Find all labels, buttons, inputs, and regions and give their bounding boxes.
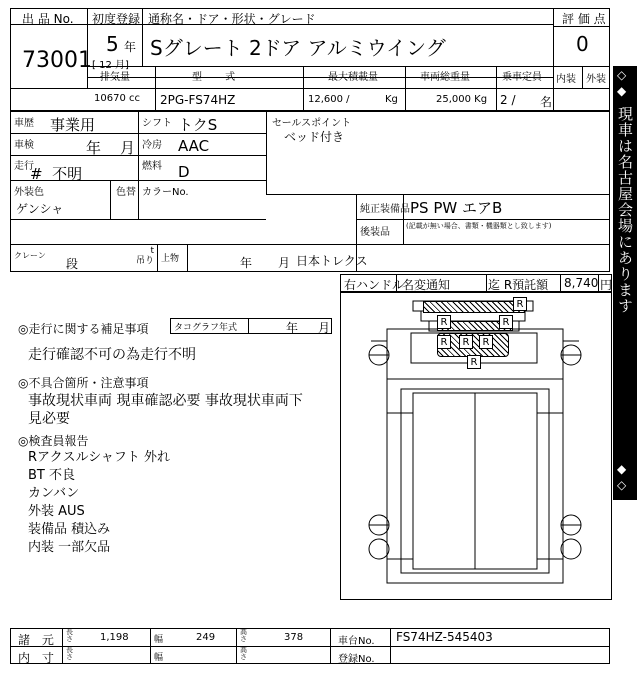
name-change-label: 名変通知: [402, 278, 451, 292]
reg-year: 5: [106, 32, 119, 56]
shift-value: トクS: [178, 116, 218, 134]
damage-hatch: [423, 301, 525, 313]
retrofit-note: (記載が無い場合、書類・機器類とし致します): [406, 222, 552, 230]
sales-value: ベッド付き: [284, 130, 345, 144]
type-value: 2PG-FS74HZ: [160, 93, 236, 107]
sales-label: セールスポイント: [272, 118, 352, 129]
run-note-text: 走行確認不可の為走行不明: [28, 347, 196, 363]
max-load-value: 12,600 /: [308, 94, 350, 105]
odo-value: 8,740: [564, 276, 599, 290]
history-label: 車歴: [14, 118, 34, 129]
tacho-label: タコグラフ年式: [174, 323, 238, 333]
inspection-year: 年: [86, 139, 102, 157]
history-value: 事業用: [50, 116, 96, 134]
length-value: 1,198: [100, 632, 129, 643]
inspector-line: BT 不良: [28, 468, 75, 483]
run-note-label: ◎走行に関する補足事項: [18, 322, 149, 336]
tacho-month: 月: [318, 321, 331, 335]
inner-width-label: 幅: [154, 653, 164, 663]
inspector-line: 外装 AUS: [28, 504, 85, 519]
tacho-year: 年: [286, 321, 299, 335]
height-value: 378: [284, 632, 304, 643]
fuel-label: 燃料: [142, 161, 162, 172]
equip-value: PS PW エアB: [410, 199, 503, 217]
damage-mark: R: [437, 335, 451, 349]
type-label: 型 式: [192, 72, 236, 83]
inspector-label: ◎検査員報告: [18, 434, 89, 448]
mileage-value: # 不明: [30, 165, 83, 183]
inspector-line: 装備品 積込み: [28, 522, 111, 537]
displacement-label: 排気量: [100, 72, 130, 83]
max-load-label: 最大積載量: [328, 72, 378, 83]
defect-label: ◎不具合箇所・注意事項: [18, 376, 149, 390]
chassis-value: FS74HZ-545403: [396, 630, 493, 644]
exterior-label: 外装: [586, 74, 606, 85]
inspection-month: 月: [120, 139, 136, 157]
equip-label: 純正装備品: [360, 204, 410, 215]
upper-maker: 日本トレクス: [296, 254, 368, 268]
ext-color-value: ゲンシャ: [16, 202, 64, 216]
damage-mark: R: [479, 335, 493, 349]
capacity-label: 乗車定員: [502, 72, 542, 83]
damage-mark: R: [459, 335, 473, 349]
inner-label: 内 寸: [18, 651, 58, 665]
inspector-line: カンバン: [28, 486, 80, 501]
reg-month: [ 12 月]: [92, 60, 129, 71]
ac-value: AAC: [178, 137, 210, 155]
reg-no-label: 登録No.: [338, 654, 375, 665]
upper-month: 月: [278, 256, 291, 270]
lot-label: 出 品 No.: [22, 12, 74, 26]
color-code-label: カラーNo.: [142, 187, 189, 198]
width-value: 249: [196, 632, 216, 643]
capacity-unit: 名: [540, 95, 553, 109]
height-label: 高さ: [240, 628, 247, 643]
chassis-label: 車台No.: [338, 636, 375, 647]
inspector-line: Rアクスルシャフト 外れ: [28, 450, 171, 465]
capacity-value: 2 /: [500, 93, 516, 107]
location-text: 現車は名古屋会場にあります: [616, 106, 634, 314]
rating-value: 0: [576, 32, 589, 56]
crane-stage: 段: [66, 257, 79, 271]
truck-diagram: [340, 292, 612, 600]
damage-mark: R: [513, 297, 527, 311]
vehicle-title: Sグレート 2ドア アルミウイング: [150, 36, 446, 60]
inner-length-label: 長さ: [66, 646, 73, 661]
crane-label: クレーン: [14, 251, 46, 260]
gross-weight-value: 25,000 Kg: [436, 94, 488, 105]
damage-mark: R: [499, 315, 513, 329]
dims-label: 諸 元: [18, 633, 58, 647]
gross-weight-label: 車両総重量: [420, 72, 470, 83]
model-label: 通称名・ドア・形状・グレード: [148, 12, 316, 26]
shift-label: シフト: [142, 118, 172, 129]
defect-text-cont: 見必要: [28, 411, 70, 427]
defect-text: 事故現状車両 現車確認必要 事故現状車両下: [28, 393, 303, 409]
displacement-value: 10670 cc: [94, 93, 140, 104]
crane-ton: t 吊り: [136, 246, 155, 266]
diamond-icon: ◆: [617, 462, 627, 476]
handle-value: 右ハンドル: [344, 278, 405, 292]
damage-mark: R: [437, 315, 451, 329]
inner-height-label: 高さ: [240, 646, 247, 661]
ac-label: 冷房: [142, 140, 162, 151]
rating-label: 評 価 点: [562, 12, 606, 26]
location-sidebar: [613, 66, 637, 500]
odo-unit: 円: [600, 278, 613, 292]
interior-label: 内装: [556, 74, 576, 85]
diamond-icon: ◆: [617, 84, 627, 98]
upper-year: 年: [240, 256, 253, 270]
length-label: 長さ: [66, 628, 73, 643]
diamond-icon: ◇: [617, 478, 627, 492]
width-label: 幅: [154, 635, 164, 645]
diamond-icon: ◇: [617, 68, 627, 82]
damage-mark: R: [467, 355, 481, 369]
first-reg-label: 初度登録: [92, 12, 141, 26]
inspector-line: 内装 一部欠品: [28, 540, 111, 555]
ext-color-label: 外装色: [14, 187, 44, 198]
mileage-label: 走行: [14, 161, 34, 172]
fuel-value: D: [178, 163, 190, 181]
inspection-label: 車検: [14, 140, 34, 151]
odo-label: 迄 R預託額: [488, 278, 549, 292]
max-load-unit: Kg: [385, 94, 398, 105]
color-change-label: 色替: [116, 187, 136, 198]
upper-label: 上物: [161, 254, 180, 264]
reg-year-unit: 年: [124, 40, 137, 54]
retrofit-label: 後装品: [360, 227, 390, 238]
lot-number: 73001: [22, 48, 92, 73]
